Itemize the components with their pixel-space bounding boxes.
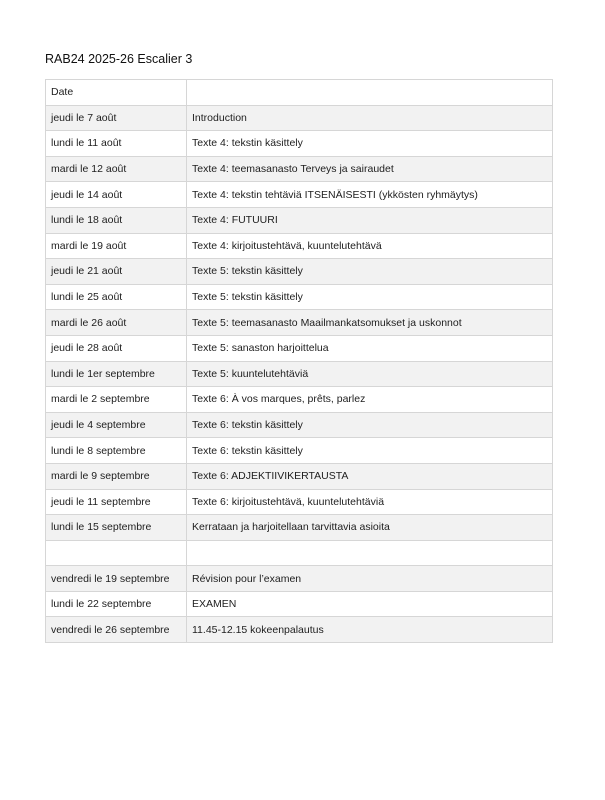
table-row bbox=[46, 259, 553, 285]
table-row bbox=[46, 233, 553, 259]
row-date: vendredi le 19 septembre bbox=[46, 566, 187, 592]
header-date: Date bbox=[46, 80, 187, 106]
row-topic: Révision pour l’examen bbox=[187, 566, 553, 592]
table-row bbox=[46, 131, 553, 157]
row-date: lundi le 22 septembre bbox=[46, 591, 187, 617]
row-topic: Texte 4: tekstin käsittely bbox=[187, 131, 553, 157]
row-topic: Texte 6: kirjoitustehtävä, kuuntelutehtäviä bbox=[187, 489, 553, 515]
table-row bbox=[46, 182, 553, 208]
table-row bbox=[46, 310, 553, 336]
row-date: jeudi le 7 août bbox=[46, 105, 187, 131]
row-topic: Texte 5: tekstin käsittely bbox=[187, 284, 553, 310]
row-topic: EXAMEN bbox=[187, 591, 553, 617]
table-row bbox=[46, 207, 553, 233]
row-topic: Texte 6: ADJEKTIIVIKERTAUSTA bbox=[187, 463, 553, 489]
row-topic: Texte 4: kirjoitustehtävä, kuuntelutehtävä bbox=[187, 233, 553, 259]
row-date: jeudi le 28 août bbox=[46, 335, 187, 361]
row-date: jeudi le 21 août bbox=[46, 259, 187, 285]
row-date: mardi le 26 août bbox=[46, 310, 187, 336]
row-date: lundi le 18 août bbox=[46, 207, 187, 233]
row-topic: Texte 5: teemasanasto Maailmankatsomukset ja uskonnot bbox=[187, 310, 553, 336]
schedule-table bbox=[45, 79, 553, 643]
table-row bbox=[46, 566, 553, 592]
row-date: lundi le 8 septembre bbox=[46, 438, 187, 464]
row-topic: Kerrataan ja harjoitellaan tarvittavia asioita bbox=[187, 515, 553, 541]
row-date: jeudi le 11 septembre bbox=[46, 489, 187, 515]
document-title: RAB24 2025-26 Escalier 3 bbox=[45, 52, 193, 66]
table-row bbox=[46, 335, 553, 361]
row-date: lundi le 11 août bbox=[46, 131, 187, 157]
table-row bbox=[46, 361, 553, 387]
row-topic bbox=[187, 540, 553, 566]
table-row bbox=[46, 412, 553, 438]
table-row bbox=[46, 438, 553, 464]
row-topic: Texte 5: tekstin käsittely bbox=[187, 259, 553, 285]
table-row bbox=[46, 284, 553, 310]
table-row bbox=[46, 156, 553, 182]
table-row bbox=[46, 387, 553, 413]
row-date: lundi le 25 août bbox=[46, 284, 187, 310]
header-topic bbox=[187, 80, 553, 106]
row-date: lundi le 15 septembre bbox=[46, 515, 187, 541]
table-header-row bbox=[46, 80, 553, 106]
row-date: mardi le 9 septembre bbox=[46, 463, 187, 489]
table-row bbox=[46, 591, 553, 617]
table-row bbox=[46, 515, 553, 541]
row-topic: Texte 4: teemasanasto Terveys ja sairaudet bbox=[187, 156, 553, 182]
row-date: mardi le 12 août bbox=[46, 156, 187, 182]
row-date: mardi le 2 septembre bbox=[46, 387, 187, 413]
row-date: jeudi le 14 août bbox=[46, 182, 187, 208]
row-topic: Texte 4: FUTUURI bbox=[187, 207, 553, 233]
row-topic: Texte 6: tekstin käsittely bbox=[187, 438, 553, 464]
table-row bbox=[46, 463, 553, 489]
row-topic: Texte 6: À vos marques, prêts, parlez bbox=[187, 387, 553, 413]
row-topic: Texte 4: tekstin tehtäviä ITSENÄISESTI (ykkösten ryhmäytys) bbox=[187, 182, 553, 208]
row-date bbox=[46, 540, 187, 566]
row-date: lundi le 1er septembre bbox=[46, 361, 187, 387]
row-date: vendredi le 26 septembre bbox=[46, 617, 187, 643]
row-topic: 11.45-12.15 kokeenpalautus bbox=[187, 617, 553, 643]
row-topic: Introduction bbox=[187, 105, 553, 131]
table-row bbox=[46, 489, 553, 515]
row-date: jeudi le 4 septembre bbox=[46, 412, 187, 438]
row-topic: Texte 6: tekstin käsittely bbox=[187, 412, 553, 438]
row-topic: Texte 5: kuuntelutehtäviä bbox=[187, 361, 553, 387]
table-row-empty bbox=[46, 540, 553, 566]
table-row bbox=[46, 105, 553, 131]
row-date: mardi le 19 août bbox=[46, 233, 187, 259]
row-topic: Texte 5: sanaston harjoittelua bbox=[187, 335, 553, 361]
table-row bbox=[46, 617, 553, 643]
